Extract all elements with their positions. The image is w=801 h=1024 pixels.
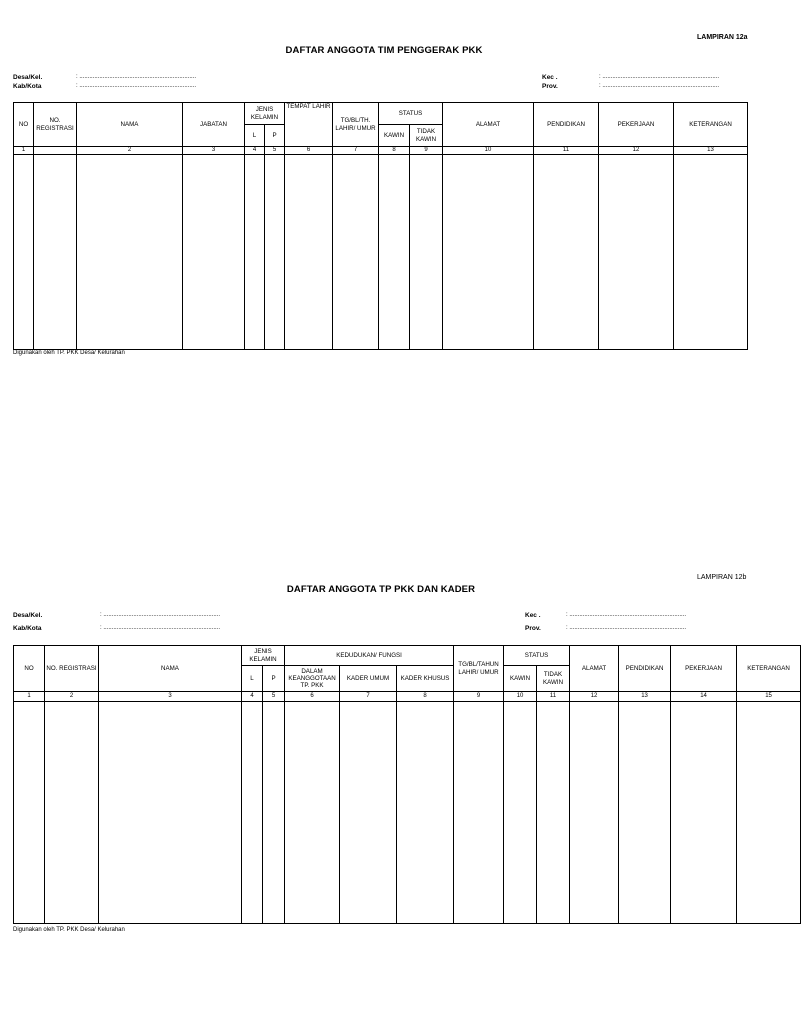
col-number: 7 [333,147,379,155]
header-pendidikan: PENDIDIKAN [534,103,599,147]
footer-note: Digunakan oleh TP. PKK Desa/ Kelurahan [13,927,125,933]
col-number: 15 [737,692,801,702]
prov-label: Prov. [525,625,541,632]
header-nama: NAMA [99,646,242,692]
kab-label: Kab/Kota [13,83,42,90]
header-tidak-kawin: TIDAK KAWIN [410,125,443,147]
col-number: 3 [99,692,242,702]
header-nama: NAMA [77,103,183,147]
table-row-blank[interactable] [14,702,801,924]
kec-label: Kec . [542,74,558,81]
col-number: 8 [379,147,410,155]
header-keterangan: KETERANGAN [674,103,748,147]
header-p: P [265,125,285,147]
desa-field[interactable]: : ...................................................................... [76,74,197,80]
col-number: 12 [599,147,674,155]
kab-field[interactable]: : ...................................................................... [100,625,221,631]
form-title: DAFTAR ANGGOTA TP PKK DAN KADER [286,584,476,595]
col-number: 11 [534,147,599,155]
member-table-b [13,645,801,924]
header-alamat: ALAMAT [443,103,534,147]
header-no-registrasi: NO. REGISTRASI [34,103,77,147]
col-number: 9 [454,692,504,702]
form-title: DAFTAR ANGGOTA TIM PENGGERAK PKK [285,45,483,56]
header-tgl-lahir: TG/BL/TH. LAHIR/ UMUR [333,103,379,147]
col-number: 11 [537,692,570,702]
col-number: 8 [397,692,454,702]
header-status: STATUS [504,646,570,666]
header-no-registrasi: NO. REGISTRASI [45,646,99,692]
col-number: 7 [340,692,397,702]
col-number: 1 [14,692,45,702]
col-number: 4 [245,147,265,155]
kec-label: Kec . [525,612,541,619]
table-row-blank[interactable] [14,155,748,350]
header-kader-khusus: KADER KHUSUS [397,666,454,692]
col-number: 9 [410,147,443,155]
header-pendidikan: PENDIDIKAN [619,646,671,692]
header-p: P [263,666,285,692]
header-dalam-keanggotaan: DALAM KEANGGOTAAN TP. PKK [285,666,340,692]
col-number: 5 [265,147,285,155]
kec-field[interactable]: : ...................................................................... [566,612,687,618]
col-number: 13 [619,692,671,702]
header-kawin: KAWIN [379,125,410,147]
header-keterangan: KETERANGAN [737,646,801,692]
col-number: 1 [14,147,34,155]
col-number: 6 [285,692,340,702]
header-l: L [242,666,263,692]
kab-field[interactable]: : ...................................................................... [76,83,197,89]
header-kawin: KAWIN [504,666,537,692]
col-number: 3 [183,147,245,155]
header-no: NO [14,646,45,692]
header-pekerjaan: PEKERJAAN [599,103,674,147]
kec-field[interactable]: : ...................................................................... [599,74,720,80]
col-number: 12 [570,692,619,702]
lampiran-label: LAMPIRAN 12a [697,34,748,41]
col-number: 14 [671,692,737,702]
col-number: 6 [285,147,333,155]
header-tgl-lahir: TG/BL/TAHUN LAHIR/ UMUR [454,646,504,692]
header-tidak-kawin: TIDAK KAWIN [537,666,570,692]
header-no: NO [14,103,34,147]
header-l: L [245,125,265,147]
col-number: 13 [674,147,748,155]
col-number: 10 [504,692,537,702]
desa-label: Desa/Kel. [13,612,43,619]
col-number: 5 [263,692,285,702]
header-tempat-lahir: TEMPAT LAHIR [285,103,333,147]
desa-label: Desa/Kel. [13,74,43,81]
col-number: 4 [242,692,263,702]
prov-field[interactable]: : ...................................................................... [599,83,720,89]
prov-label: Prov. [542,83,558,90]
kab-label: Kab/Kota [13,625,42,632]
header-status: STATUS [379,103,443,125]
member-table-a [13,102,748,350]
header-jabatan: JABATAN [183,103,245,147]
desa-field[interactable]: : ...................................................................... [100,612,221,618]
header-kader-umum: KADER UMUM [340,666,397,692]
header-jenis-kelamin: JENIS KELAMIN [242,646,285,666]
header-alamat: ALAMAT [570,646,619,692]
footer-note: Digunakan oleh TP. PKK Desa/ Kelurahan [13,350,125,356]
header-pekerjaan: PEKERJAAN [671,646,737,692]
prov-field[interactable]: : ...................................................................... [566,625,687,631]
col-number: 2 [77,147,183,155]
header-kedudukan: KEDUDUKAN/ FUNGSI [285,646,454,666]
col-number: 10 [443,147,534,155]
lampiran-label: LAMPIRAN 12b [697,574,747,581]
col-number: 2 [45,692,99,702]
col-number [34,147,77,155]
header-jenis-kelamin: JENIS KELAMIN [245,103,285,125]
